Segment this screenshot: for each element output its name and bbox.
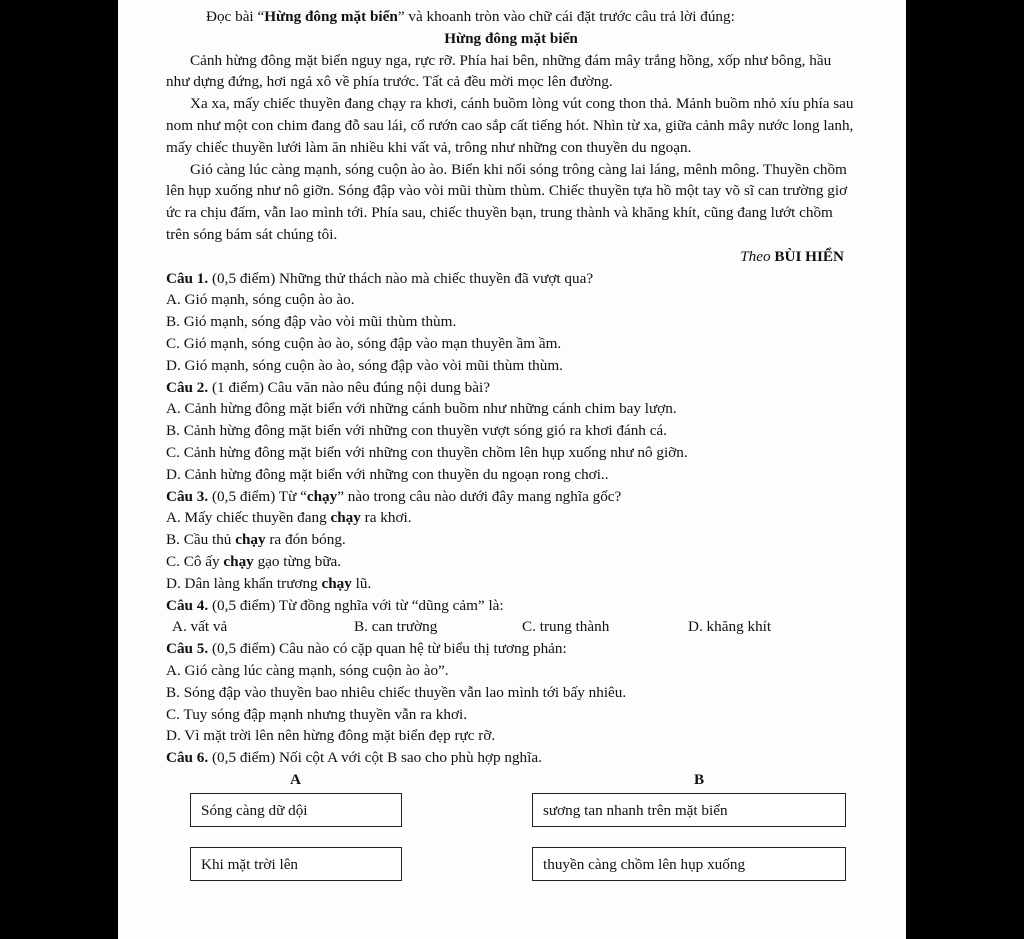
- author-name: BÙI HIỂN: [774, 247, 844, 265]
- option-c[interactable]: C. trung thành: [522, 618, 610, 636]
- column-a-item-1[interactable]: Sóng càng dữ dội: [190, 793, 402, 827]
- column-b-item-1[interactable]: sương tan nhanh trên mặt biển: [532, 793, 846, 827]
- matching-headers: [166, 769, 856, 793]
- option-text: gạo từng bữa.: [253, 552, 342, 570]
- option-c[interactable]: C. Gió mạnh, sóng cuộn ào ào, sóng đập vào mạn thuyền ầm ầm.: [166, 334, 562, 352]
- instruction-title: Hừng đông mặt biển: [264, 8, 398, 25]
- passage-paragraph-1: Cảnh hừng đông mặt biển nguy nga, rực rỡ. Phía hai bên, những đám mây trắng hồng, xốp như bông, hầu như dựng đứng, hơi ngả xô về phía trước. Tất cả đều mời mọc lên đường.: [166, 51, 832, 91]
- matching-row: [166, 793, 856, 833]
- option-text: B. Cầu thủ: [166, 531, 236, 549]
- author-prefix: Theo: [740, 247, 771, 265]
- option-keyword: chạy: [235, 531, 266, 549]
- matching-row: [166, 847, 856, 887]
- option-b[interactable]: B. Cảnh hừng đông mặt biển với những con thuyền vượt sóng gió ra khơi đánh cá.: [166, 422, 667, 440]
- option-a[interactable]: A. Cảnh hừng đông mặt biển với những cánh buồm như những cánh chim bay lượn.: [166, 400, 677, 418]
- option-text: ra đón bóng.: [265, 531, 346, 549]
- option-a[interactable]: A. vất vả: [172, 618, 228, 636]
- instruction-text: Đọc bài “Hừng đông mặt biển” và khoanh tròn vào chữ cái đặt trước câu trả lời đúng:: [206, 8, 735, 25]
- question-2: [166, 377, 856, 399]
- column-b-item-2[interactable]: thuyền càng chồm lên hụp xuống: [532, 847, 846, 881]
- document-content: [166, 6, 856, 887]
- question-keyword: chạy: [306, 487, 338, 505]
- column-a-header: A: [290, 770, 301, 788]
- option-d[interactable]: D. Vì mặt trời lên nên hừng đông mặt biển đẹp rực rỡ.: [166, 727, 496, 745]
- option-text: lũ.: [351, 574, 372, 592]
- question-5: [166, 638, 856, 660]
- option-b[interactable]: B. Sóng đập vào thuyền bao nhiêu chiếc thuyền vẫn lao mình tới bấy nhiêu.: [166, 683, 627, 701]
- options-row: [166, 616, 822, 638]
- option-text: ra khơi.: [360, 509, 412, 527]
- question-text: (0,5 điểm) Nối cột A với cột B sao cho phù hợp nghĩa.: [212, 749, 542, 767]
- question-label: Câu 4.: [166, 596, 209, 614]
- option-b[interactable]: B. Gió mạnh, sóng đập vào vòi mũi thùm thùm.: [166, 313, 457, 331]
- author-credit: [166, 246, 856, 268]
- question-text: (1 điểm) Câu văn nào nêu đúng nội dung bài?: [212, 378, 490, 396]
- passage-paragraph-2: Xa xa, mấy chiếc thuyền đang chạy ra khơi, cánh buồm lòng vút cong thon thả. Mảnh buồm nhỏ xíu phía sau nom như một con chim đang đỗ sau lái, cổ rướn cao sắp cất tiếng hót. Nhìn từ xa, giữa cảnh mây nước long lanh, mấy chiếc thuyền lưới làm ăn nhiều khi vất vả, trông như những con thuyền du ngoạn.: [166, 95, 854, 156]
- option-text: C. Cô ấy: [166, 552, 224, 570]
- option-d[interactable]: D. khăng khít: [688, 618, 772, 636]
- question-label: Câu 5.: [166, 640, 209, 658]
- question-1: [166, 268, 856, 290]
- option-d[interactable]: D. Cảnh hừng đông mặt biển với những con thuyền du ngoạn rong chơi..: [166, 465, 609, 483]
- option-a[interactable]: A. Gió càng lúc càng mạnh, sóng cuộn ào ào”.: [166, 661, 449, 679]
- option-d[interactable]: [166, 573, 856, 595]
- question-6: [166, 747, 856, 769]
- question-label: Câu 1.: [166, 269, 209, 287]
- passage-title: Hừng đông mặt biển: [444, 29, 578, 47]
- question-label: Câu 2.: [166, 378, 209, 396]
- option-b[interactable]: [166, 529, 856, 551]
- option-keyword: chạy: [330, 509, 361, 527]
- option-a[interactable]: A. Gió mạnh, sóng cuộn ào ào.: [166, 291, 355, 309]
- question-text: (0,5 điểm) Từ đồng nghĩa với từ “dũng cảm” là:: [212, 596, 504, 614]
- question-4: [166, 595, 856, 617]
- option-d[interactable]: D. Gió mạnh, sóng cuộn ào ào, sóng đập vào vòi mũi thùm thùm.: [166, 356, 563, 374]
- question-label: Câu 3.: [166, 487, 209, 505]
- option-c[interactable]: C. Cảnh hừng đông mặt biển với những con thuyền chồm lên hụp xuống như nô giỡn.: [166, 443, 688, 461]
- option-keyword: chạy: [223, 552, 254, 570]
- column-a-item-2[interactable]: Khi mặt trời lên: [190, 847, 402, 881]
- option-c[interactable]: C. Tuy sóng đập mạnh nhưng thuyền vẫn ra khơi.: [166, 705, 468, 723]
- passage-paragraph-3: Gió càng lúc càng mạnh, sóng cuộn ào ào. Biển khi nổi sóng trông càng lai láng, mênh mông. Thuyền chồm lên hụp xuống như nô giỡn. Sóng đập vào vòi mũi thùm thùm. Chiếc thuyền tựa hồ một tay võ sĩ can trường giơ ức ra chịu đấm, vẫn lao mình tới. Phía sau, chiếc thuyền bạn, trung thành và khăng khít, cũng đang lướt chồm trên sóng bám sát chúng tôi.: [166, 160, 848, 243]
- column-b-header: B: [694, 770, 705, 788]
- question-text: (0,5 điểm) Những thử thách nào mà chiếc thuyền đã vượt qua?: [212, 269, 594, 287]
- question-text: (0,5 điểm) Câu nào có cặp quan hệ từ biểu thị tương phản:: [212, 640, 567, 658]
- option-text: D. Dân làng khẩn trương: [166, 574, 322, 592]
- question-3: [166, 486, 856, 508]
- option-keyword: chạy: [321, 574, 352, 592]
- question-text-before: (0,5 điểm) Từ “: [212, 487, 307, 505]
- document-page: [118, 0, 906, 939]
- option-c[interactable]: [166, 551, 856, 573]
- option-text: A. Mấy chiếc thuyền đang: [166, 509, 331, 527]
- option-b[interactable]: B. can trường: [354, 618, 438, 636]
- option-a[interactable]: [166, 507, 856, 529]
- question-label: Câu 6.: [166, 749, 209, 767]
- question-text-after: ” nào trong câu nào dưới đây mang nghĩa gốc?: [337, 487, 622, 505]
